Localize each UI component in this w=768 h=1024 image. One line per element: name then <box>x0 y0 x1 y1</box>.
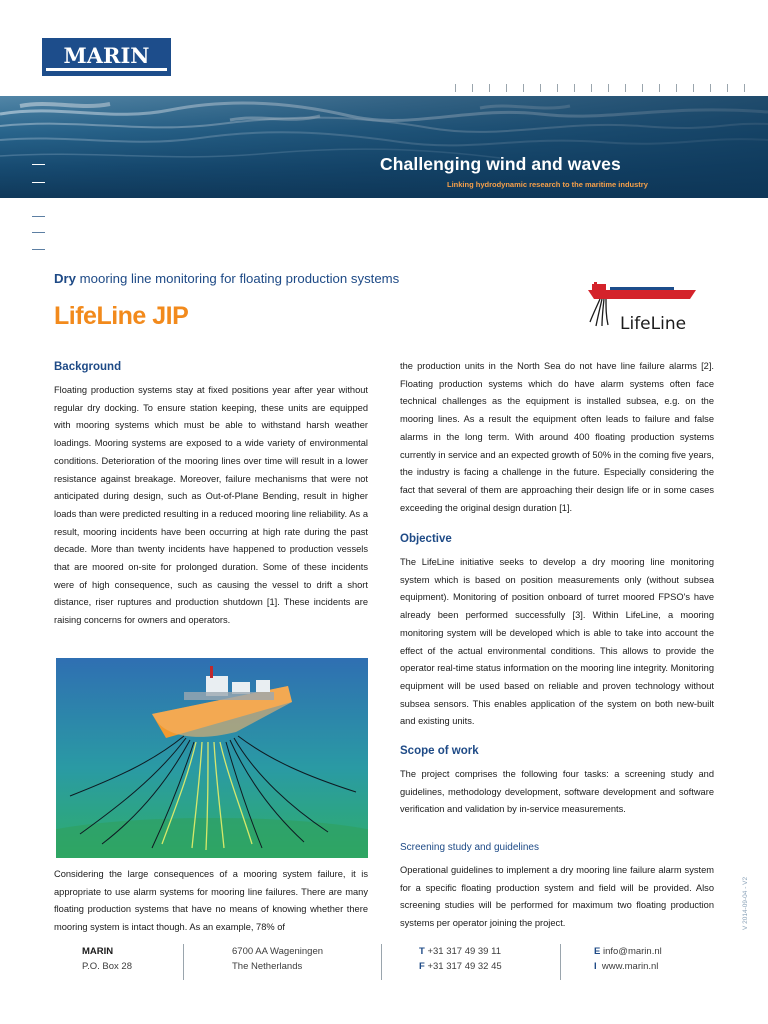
side-mark <box>32 232 45 233</box>
objective-heading: Objective <box>400 533 452 545</box>
objective-paragraph: The LifeLine initiative seeks to develop a dry mooring line monitoring system which is based on position measurements only (without subsea equipment). Monitoring of position onboard of turret moored FPSO's have already been performed successfully [3]. Within LifeLine, a mooring monitoring system will be developed which is able to take into account the effect of the actual environmental conditions. This allows to provide the operator real-time status information on the mooring line integrity. Monitoring equipment will be used based on reliable and proven technology without subsea sensors. This enables application of the system on both new-built and existing units. <box>400 557 715 727</box>
footer-divider <box>560 944 561 980</box>
side-mark <box>32 249 45 250</box>
screening-heading: Screening study and guidelines <box>400 842 539 853</box>
footer-company: MARIN P.O. Box 28 <box>82 946 132 972</box>
version-code: V 2014-09-04 - V2 <box>742 876 749 930</box>
document-subtitle: Dry mooring line monitoring for floating production systems <box>54 271 400 286</box>
mooring-illustration <box>56 658 368 858</box>
website-link[interactable]: www.marin.nl <box>601 961 659 972</box>
footer-contact: E info@marin.nl I www.marin.nl <box>594 946 662 972</box>
document-title: LifeLine JIP <box>54 302 189 330</box>
continued-paragraph: the production units in the North Sea do not have line failure alarms [2]. Floating production systems which do have alarm systems often face technical challenges as the equipment is installed subsea, e.g. on the mooring lines. As a result the equipment often leads to failure and false alarms in the long term. With around 400 floating production systems currently in service and an expected growth of 50% in the coming five years, the industry is facing a challenge in the future. Especially considering the fact that several of them are approaching their design life or in some cases exceeding the original design duration [1]. <box>400 361 714 513</box>
footer-divider <box>381 944 382 980</box>
footer-divider <box>183 944 184 980</box>
scope-heading: Scope of work <box>400 745 479 757</box>
footer <box>0 944 768 984</box>
banner-subtitle: Linking hydrodynamic research to the maritime industry <box>447 180 648 189</box>
marin-logo <box>42 38 171 76</box>
lifeline-logo-text: LifeLine <box>620 314 687 334</box>
scope-paragraph: The project comprises the following four tasks: a screening study and guidelines, methodology development, software development and software verification and validation by in-service measurements. <box>400 769 714 815</box>
wave-banner <box>0 96 768 198</box>
lifeline-logo <box>586 282 700 334</box>
side-mark <box>32 216 45 217</box>
footer-address: 6700 AA Wageningen The Netherlands <box>232 946 324 972</box>
email-link[interactable]: info@marin.nl <box>602 946 662 957</box>
alarm-paragraph: Considering the large consequences of a mooring system failure, it is appropriate to use alarm systems for mooring line failures. There are many floating production systems that have no means of knowing whether there mooring system is intact though. As an example, 78% of <box>54 869 368 933</box>
marin-logo-text: MARIN <box>63 43 150 68</box>
screening-paragraph: Operational guidelines to implement a dry mooring line failure alarm system for a specific floating production system and field will be provided. Also screening studies will be performed for maximum two floating production systems per operator joining the project. <box>400 865 714 929</box>
background-paragraph: Floating production systems stay at fixed positions year after year without regular dry docking. To ensure station keeping, these units are equipped with mooring systems which must be able to withstand harsh weather loadings. Mooring systems are exposed to a wide variety of environmental conditions. Deterioration of the mooring lines over time will result in a lower resistance against breakage. Moreover, failure mechanisms that were not anticipated during design, such as Out-of-Plane Bending, result in higher loads than were predicted resulting in a reduced mooring line reliability. As a result, mooring incidents have been occurring at high rate during the past decade. More than twenty incidents have happened to production vessels that are moored on-site for prolonged duration. Some of these incidents were of high consequence, such as causing the vessel to drift a short distance, riser ruptures and production shutdown [1]. These incidents are raising concerns for owners and operators. <box>54 385 368 626</box>
background-heading: Background <box>54 361 122 373</box>
footer-phone: T +31 317 49 39 11 F +31 317 49 32 45 <box>419 946 502 972</box>
banner-title: Challenging wind and waves <box>380 154 621 174</box>
